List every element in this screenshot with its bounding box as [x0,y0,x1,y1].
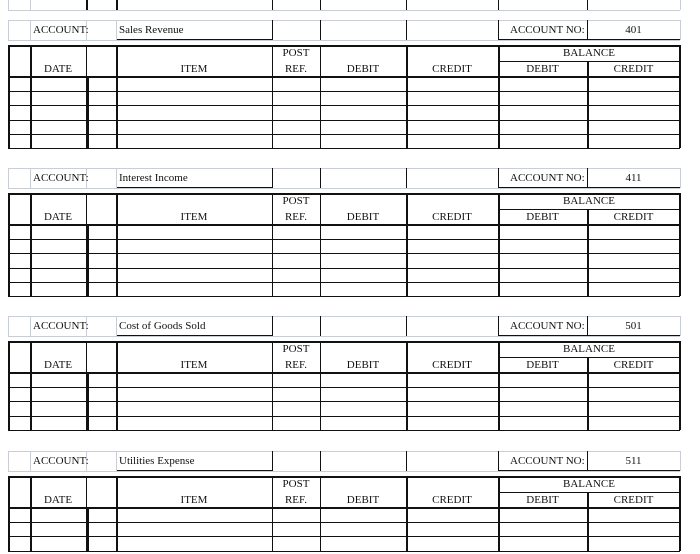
balance-credit-header: CREDIT [613,211,654,223]
account-row-border [8,471,680,472]
date-header: DATE [43,359,73,371]
date-header: DATE [43,494,73,506]
ref-header: REF. [284,494,308,506]
balance-credit-header: CREDIT [613,63,654,75]
account-name: Cost of Goods Sold [119,320,206,332]
column-line [320,193,321,296]
ledger-row-line [8,282,680,283]
column-line [272,193,273,296]
post-label: POST [282,478,310,490]
account-number: 411 [625,172,642,184]
account-row-divider [406,20,407,40]
account-row-divider [30,451,31,471]
account-row-divider [680,451,681,471]
column-line [116,193,118,296]
account-row-divider [320,316,321,336]
top-fragment-line [86,0,88,10]
account-row-divider [498,20,499,40]
account-no-label: ACCOUNT NO: [510,320,585,332]
balance-label: BALANCE [563,195,615,207]
account-row-divider [116,316,117,336]
ledger-row-line [8,239,680,240]
column-line [679,45,681,148]
account-label: ACCOUNT: [33,455,89,467]
account-row-divider [30,316,31,336]
balance-debit-header: DEBIT [526,63,559,75]
post-label: POST [282,343,310,355]
account-label: ACCOUNT: [33,24,89,36]
account-row-divider [272,316,273,336]
account-row-divider [30,168,31,188]
column-line [272,476,273,551]
item-header: ITEM [180,359,208,371]
credit-header: CREDIT [432,63,472,75]
balance-divider [498,492,680,493]
column-line [498,193,500,296]
column-line [320,45,321,148]
credit-header: CREDIT [432,211,472,223]
date-separator [86,225,89,296]
account-row-divider [30,20,31,40]
ledger-row-line [8,522,680,523]
account-label: ACCOUNT: [33,172,89,184]
ledger-row-line [8,296,680,297]
column-line [320,476,321,551]
account-row-divider [272,451,273,471]
account-row-divider [680,316,681,336]
account-row-divider [8,20,9,40]
column-line [8,45,10,148]
account-row-border [8,20,680,21]
ledger-row-line [8,551,680,552]
column-line [272,45,273,148]
account-row-border [8,40,680,41]
ledger-row-line [8,105,680,106]
column-line [406,476,408,551]
account-no-label: ACCOUNT NO: [510,455,585,467]
account-row-divider [498,316,499,336]
top-fragment-line [680,0,681,10]
column-line [679,476,681,551]
ref-header: REF. [284,359,308,371]
date-separator [86,77,89,148]
column-line [587,357,589,430]
balance-credit-header: CREDIT [613,359,654,371]
account-row-divider [272,20,273,40]
balance-label: BALANCE [563,47,615,59]
item-header: ITEM [180,211,208,223]
column-line [116,45,118,148]
column-line [679,193,681,296]
account-row-divider [8,451,9,471]
column-line [30,193,32,296]
top-fragment-line [30,0,31,10]
item-header: ITEM [180,494,208,506]
balance-debit-header: DEBIT [526,211,559,223]
debit-header: DEBIT [346,211,380,223]
header-bottom-border [8,507,680,509]
account-row-divider [116,168,117,188]
account-name: Utilities Expense [119,455,195,467]
account-name: Interest Income [119,172,188,184]
account-row-border [8,451,680,452]
ref-header: REF. [284,211,308,223]
account-row-border [8,168,680,169]
account-row-divider [8,316,9,336]
top-fragment-line [116,0,118,10]
ledger-row-line [8,91,680,92]
account-row-divider [116,451,117,471]
account-row-border [8,336,680,337]
balance-divider [498,209,680,210]
balance-debit-header: DEBIT [526,494,559,506]
account-no-label: ACCOUNT NO: [510,24,585,36]
account-row-divider [680,20,681,40]
ledger-row-line [8,416,680,417]
ref-header: REF. [284,63,308,75]
header-bottom-border [8,224,680,226]
ledger-row-line [8,401,680,402]
top-fragment-line [8,0,9,10]
date-header: DATE [43,211,73,223]
account-number: 401 [625,24,642,36]
column-line [498,45,500,148]
account-row-divider [272,168,273,188]
post-label: POST [282,195,310,207]
ledger-row-line [8,134,680,135]
ledger-row-line [8,253,680,254]
account-row-divider [320,20,321,40]
account-row-divider [320,168,321,188]
top-fragment-line [498,0,499,10]
column-line [8,193,10,296]
account-row-divider [406,168,407,188]
column-line [8,476,10,551]
account-row-divider [498,168,499,188]
account-row-divider [8,168,9,188]
debit-header: DEBIT [346,63,380,75]
header-bottom-border [8,76,680,78]
ledger-row-line [8,387,680,388]
column-line [406,45,408,148]
balance-debit-header: DEBIT [526,359,559,371]
top-fragment-line [320,0,321,10]
account-number: 511 [625,455,642,467]
ledger-row-line [8,120,680,121]
account-name: Sales Revenue [119,24,184,36]
balance-credit-header: CREDIT [613,494,654,506]
top-fragment-line [587,0,588,10]
column-line [116,476,118,551]
header-bottom-border [8,372,680,374]
ledger-row-line [8,430,680,431]
account-no-label: ACCOUNT NO: [510,172,585,184]
column-line [30,476,32,551]
account-row-divider [320,451,321,471]
credit-header: CREDIT [432,494,472,506]
column-line [30,45,32,148]
balance-divider [498,357,680,358]
column-line [498,476,500,551]
debit-header: DEBIT [346,494,380,506]
post-label: POST [282,47,310,59]
top-fragment-line [406,0,407,10]
account-row-divider [680,168,681,188]
account-row-divider [406,451,407,471]
ledger-row-line [8,268,680,269]
debit-header: DEBIT [346,359,380,371]
top-fragment-line [8,10,680,11]
balance-label: BALANCE [563,478,615,490]
account-row-divider [498,451,499,471]
account-row-divider [116,20,117,40]
date-header: DATE [43,63,73,75]
ledger-row-line [8,536,680,537]
item-header: ITEM [180,63,208,75]
top-fragment-line [272,0,273,10]
date-separator [86,508,89,551]
column-line [406,193,408,296]
ledger-row-line [8,148,680,149]
account-number: 501 [625,320,642,332]
credit-header: CREDIT [432,359,472,371]
account-row-border [8,188,680,189]
balance-divider [498,61,680,62]
account-row-border [8,316,680,317]
account-label: ACCOUNT: [33,320,89,332]
account-row-divider [406,316,407,336]
balance-label: BALANCE [563,343,615,355]
